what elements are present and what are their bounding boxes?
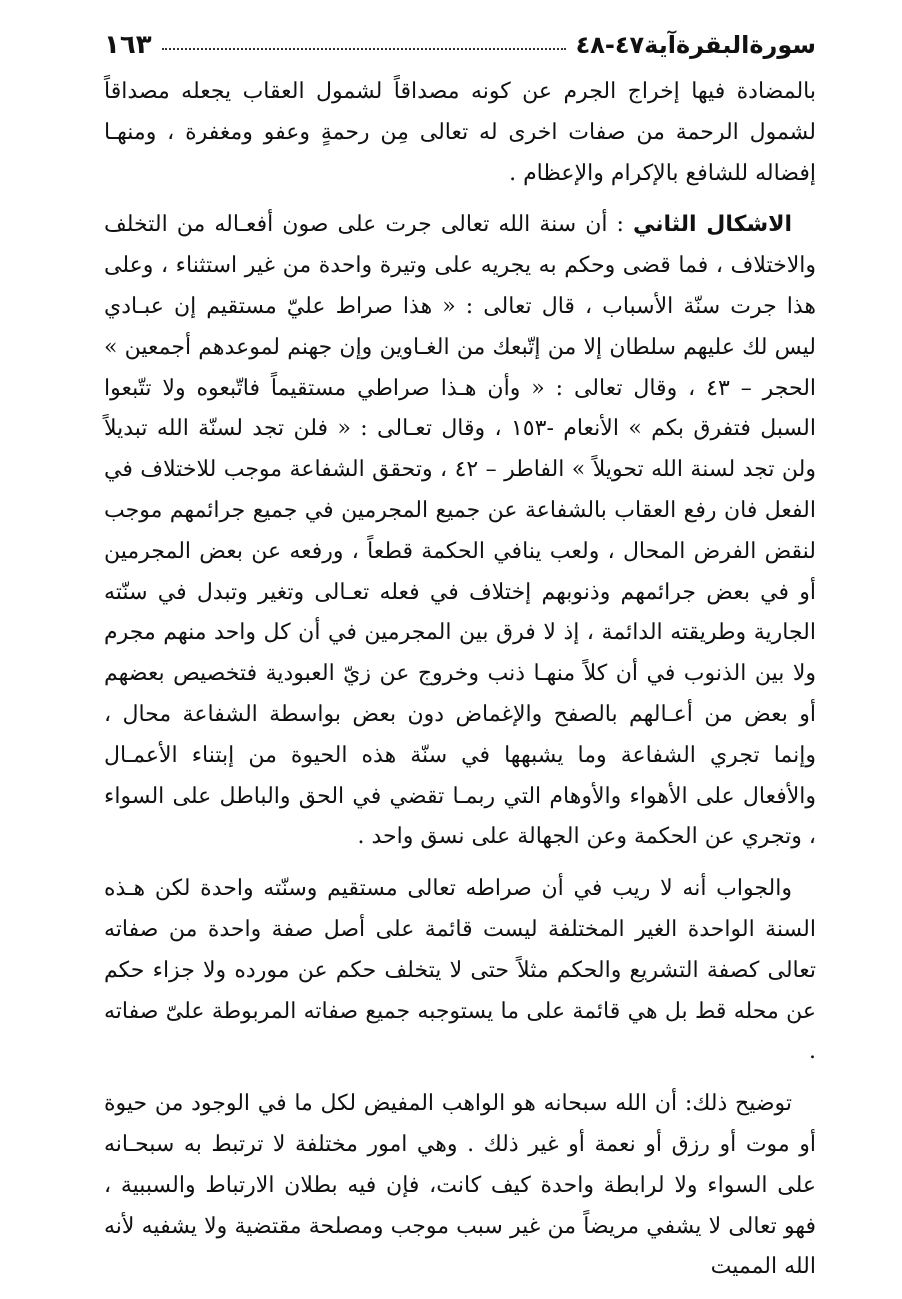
surah-title: سورةالبقرةآية٤٧-٤٨ (575, 31, 816, 59)
paragraph-2-heading: الاشكال الثاني (633, 212, 793, 238)
paragraph-4-text: توضيح ذلك: أن الله سبحانه هو الواهب المفيض لكل ما في الوجود من حيوة أو موت أو رزق أو نعمة أو غير ذلك . وهي امور مختلفة لا ترتبط به سبحـانه على السواء ولا لرابطة واحدة كيف كانت، فإن فيه بطلان الارتباط والسببية ، فهو تعالى لا يشفي مريضاً من غير سبب موجب ومصلحة مقتضية ولا يشفيه لأنه الله المميت (104, 1091, 816, 1280)
paragraph-3 (104, 869, 816, 1073)
paragraph-1 (104, 72, 816, 194)
paragraph-1-text: بالمضادة فيها إخراج الجرم عن كونه مصداقاً لشمول العقاب يجعله مصداقاً لشمول الرحمة من صفات اخرى له تعالى مِن رحمةٍ وعفو ومغفرة ، ومنهـا إفضاله للشافع بالإكرام والإعظام . (104, 79, 816, 186)
paragraph-3-text: والجواب أنه لا ريب في أن صراطه تعالى مستقيم وسنّته واحدة لكن هـذه السنة الواحدة الغير المختلفة ليست قائمة على أصل صفة واحدة من صفاته تعالى كصفة التشريع والحكم مثلاً حتى لا يتخلف حكم عن مورده ولا جزاء حكم عن محله قط بل هي قائمة على ما يستوجبه جميع صفاته المربوطة علىّ صفاته . (104, 876, 816, 1065)
header-dotted-leader (162, 48, 566, 50)
paragraph-4 (104, 1084, 816, 1288)
body-text (104, 72, 816, 1299)
page-number: ١٦٣ (104, 30, 152, 60)
paragraph-2-text: : أن سنة الله تعالى جرت على صون أفعـاله من التخلف والاختلاف ، فما قضى وحكم به يجريه على وتيرة واحدة من غير استثناء ، وعلى هذا جرت سنّة الأسباب ، قال تعالى : « هذا صراط عليّ مستقيم إن عبـادي ليس لك عليهم سلطان إلا من إتّبعك من الغـاوين وإن جهنم لموعدهم أجمعين » الحجر – ٤٣ ، وقال تعالى : « وأن هـذا صراطي مستقيماً فاتّبعوه ولا تتّبعوا السبل فتفرق بكم » الأنعام -١٥٣ ، وقال تعـالى : « فلن تجد لسنّة الله تبديلاً ولن تجد لسنة الله تحويلاً » الفاطر – ٤٢ ، وتحقق الشفاعة موجب للاختلاف في الفعل فان رفع العقاب بالشفاعة عن جميع المجرمين في جميع جرائمهم موجب لنقض الفرض المحال ، ولعب ينافي الحكمة قطعاً ، ورفعه عن بعض المجرمين أو في بعض جرائمهم وذنوبهم إختلاف في فعله تعـالى وتغير وتبدل في سنّته الجارية وطريقته الدائمة ، إذ لا فرق بين المجرمين في أن كل واحد منهم مجرم ولا بين الذنوب في أن كلاً منهـا ذنب وخروج عن زيّ العبودية فتخصيص بعضهم أو بعض من أعـالهم بالصفح والإغماض دون بعض بواسطة الشفاعة محال ، وإنما تجري الشفاعة وما يشبهها في سنّة هذه الحيوة من إبتناء الأعمـال والأفعال على الأهواء والأوهام التي ربمـا تقضي في الحق والباطل على السواء ، وتجري عن الحكمة وعن الجهالة على نسق واحد . (104, 212, 817, 850)
page-header (104, 22, 816, 68)
paragraph-2 (104, 205, 816, 858)
